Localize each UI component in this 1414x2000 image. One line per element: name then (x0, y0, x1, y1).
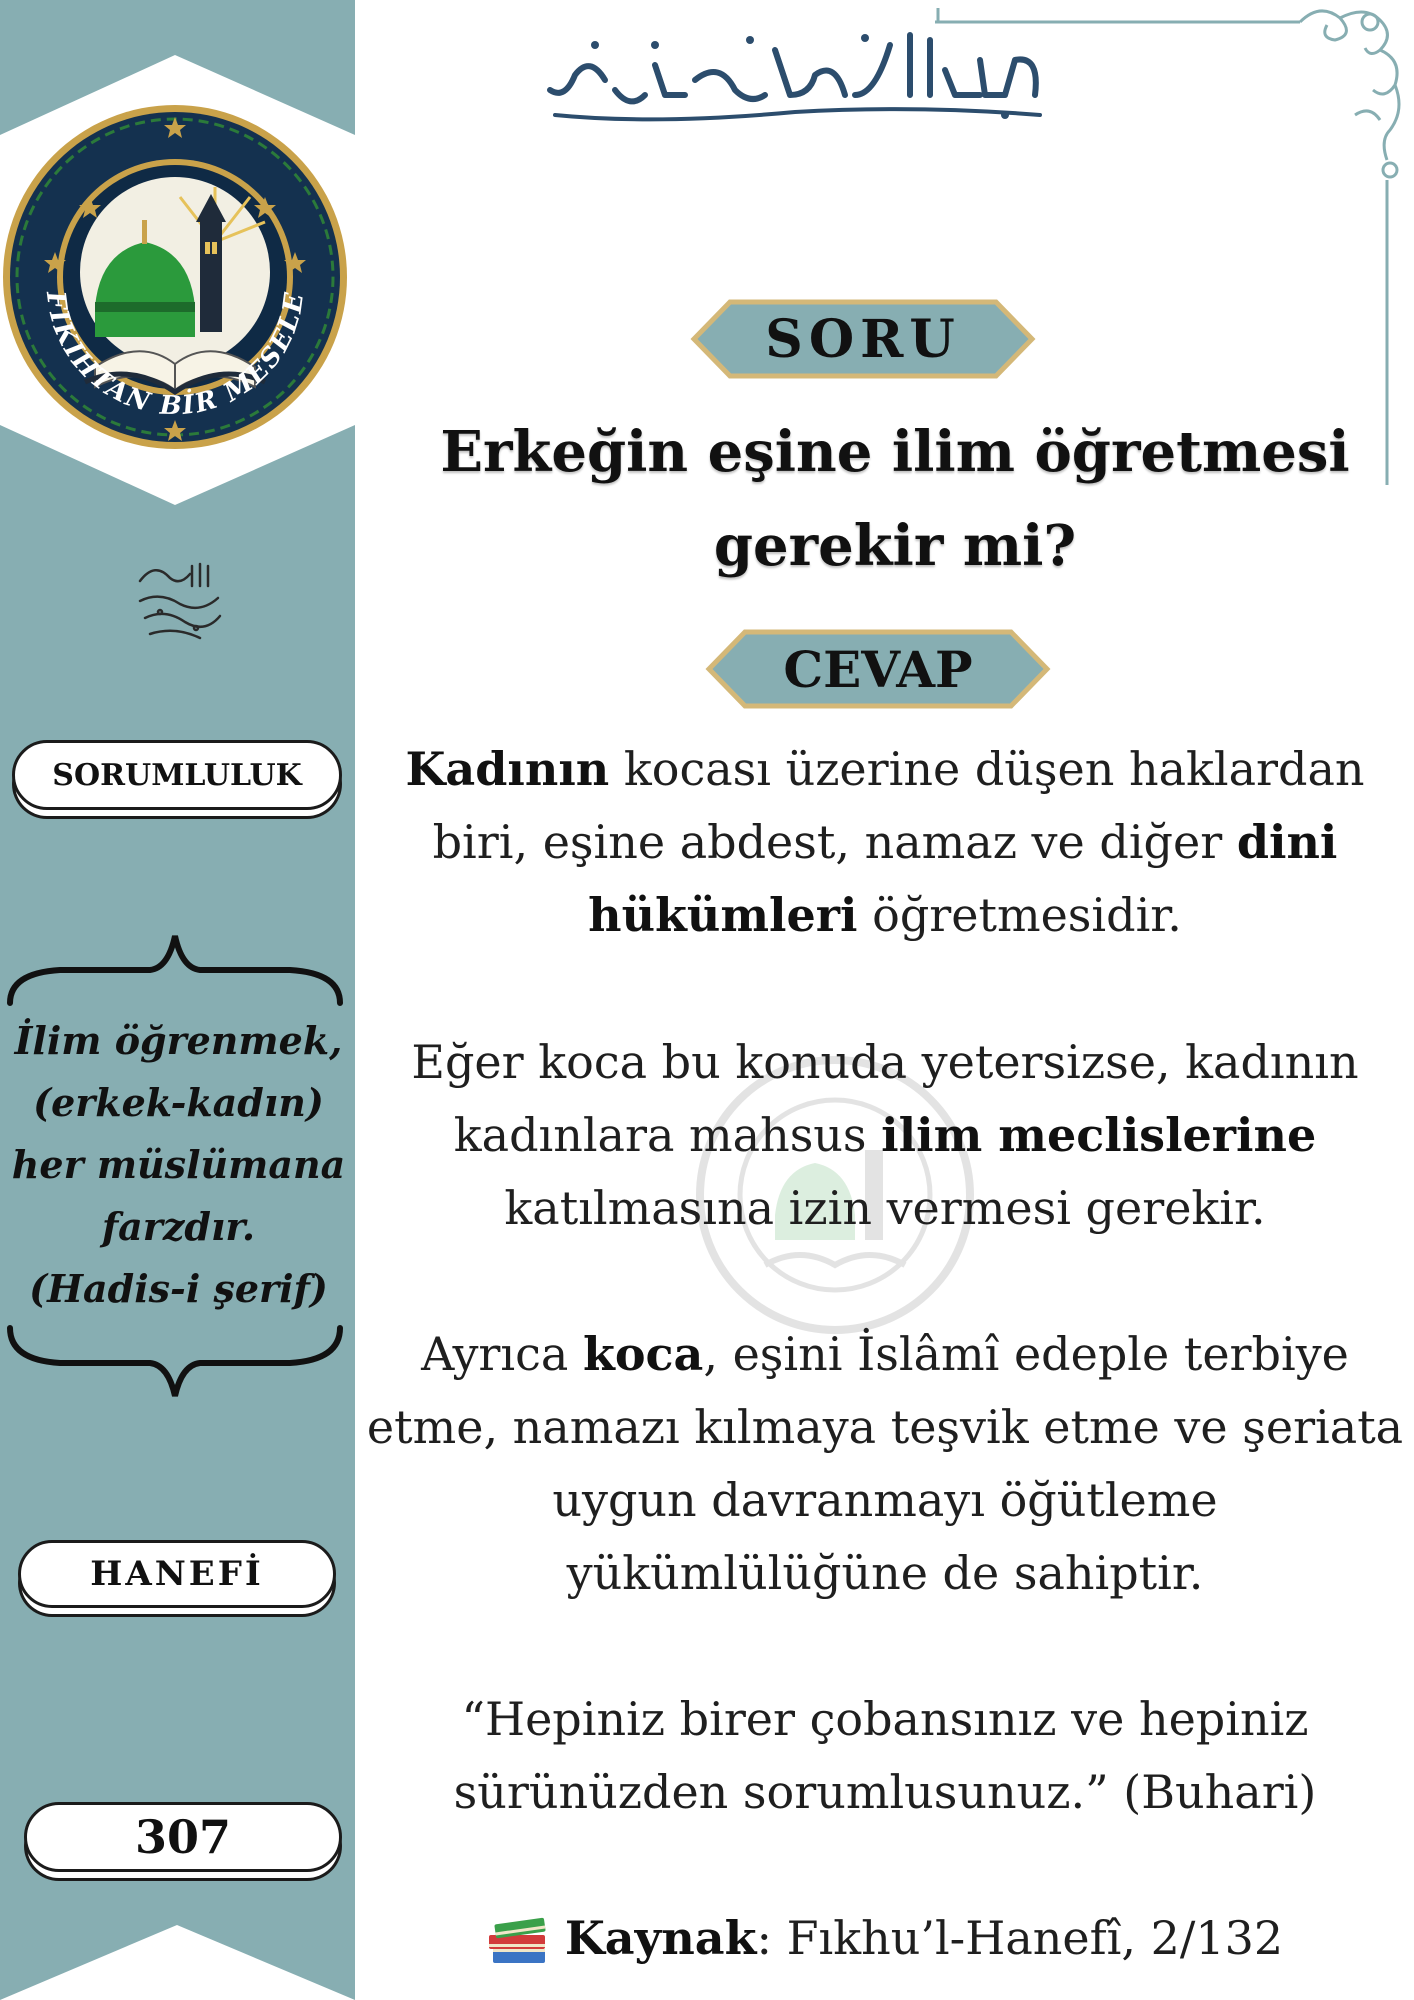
answer-text: öğretmesidir. (857, 888, 1182, 942)
hadith-citation: “Hepiniz birer çobansınız ve hepiniz sürünüzden sorumlusunuz.” (Buhari) (453, 1692, 1317, 1819)
answer-banner (705, 628, 1051, 710)
answer-text: Ayrıca (421, 1327, 583, 1381)
question-banner-label: SORU (765, 308, 961, 370)
sidebar (0, 0, 355, 2000)
hadith-line: İlim öğrenmek, (14, 1018, 343, 1063)
salawat-calligraphy-icon (130, 556, 226, 642)
source-label: Kaynak (564, 1911, 757, 1965)
answer-paragraph-1 (365, 733, 1405, 952)
issue-number-badge (24, 1802, 342, 1872)
answer-text: kocası üzerine düşen haklardan biri, eşine abdest, namaz ve diğer (432, 742, 1365, 869)
source-value: : Fıkhu’l-Hanefî, 2/132 (756, 1911, 1284, 1965)
answer-paragraph-3 (365, 1318, 1405, 1610)
svg-text:FIKIHTAN BİR MESELE: FIKIHTAN BİR MESELE (39, 289, 311, 422)
hadith-line: farzdır. (101, 1204, 256, 1249)
hadith-quote (6, 1010, 351, 1320)
question-line: gerekir mi? (713, 513, 1077, 579)
answer-text: Eğer koca bu konuda yetersizse, kadının kadınlara mahsus (411, 1035, 1359, 1162)
main-content (355, 0, 1414, 2000)
madhab-label: HANEFİ (90, 1554, 264, 1594)
madhab-badge (18, 1540, 336, 1608)
answer-text: , eşini İslâmî edeple terbiye etme, namazı kılmaya teşvik etme ve şeriata uygun davranmayı öğütleme yükümlülüğüne de sahiptir. (366, 1327, 1404, 1600)
books-icon (487, 1909, 551, 1967)
answer-emphasis: ilim meclislerine (881, 1108, 1317, 1162)
answer-text: katılmasına izin vermesi gerekir. (504, 1181, 1266, 1235)
answer-paragraph-2 (365, 1026, 1405, 1245)
hadith-line: (Hadis-i şerif) (29, 1266, 328, 1311)
topic-badge (12, 740, 342, 810)
answer-emphasis: koca (582, 1327, 704, 1381)
answer-banner-label: CEVAP (783, 639, 973, 699)
answer-emphasis: dini hükümleri (588, 815, 1338, 942)
hadith-line: (erkek-kadın) (33, 1080, 324, 1125)
topic-label: SORUMLULUK (52, 757, 302, 793)
sidebar-chevron-bottom (0, 1895, 355, 2000)
issue-number: 307 (134, 1810, 232, 1864)
question-line: Erkeğin eşine ilim öğretmesi (440, 419, 1350, 485)
question-banner (690, 298, 1036, 380)
answer-emphasis: Kadının (405, 742, 610, 796)
question-title (395, 405, 1395, 593)
hadith-line: her müslümana (11, 1142, 346, 1187)
source-reference (475, 1903, 1295, 1973)
logo-text (0, 102, 350, 452)
